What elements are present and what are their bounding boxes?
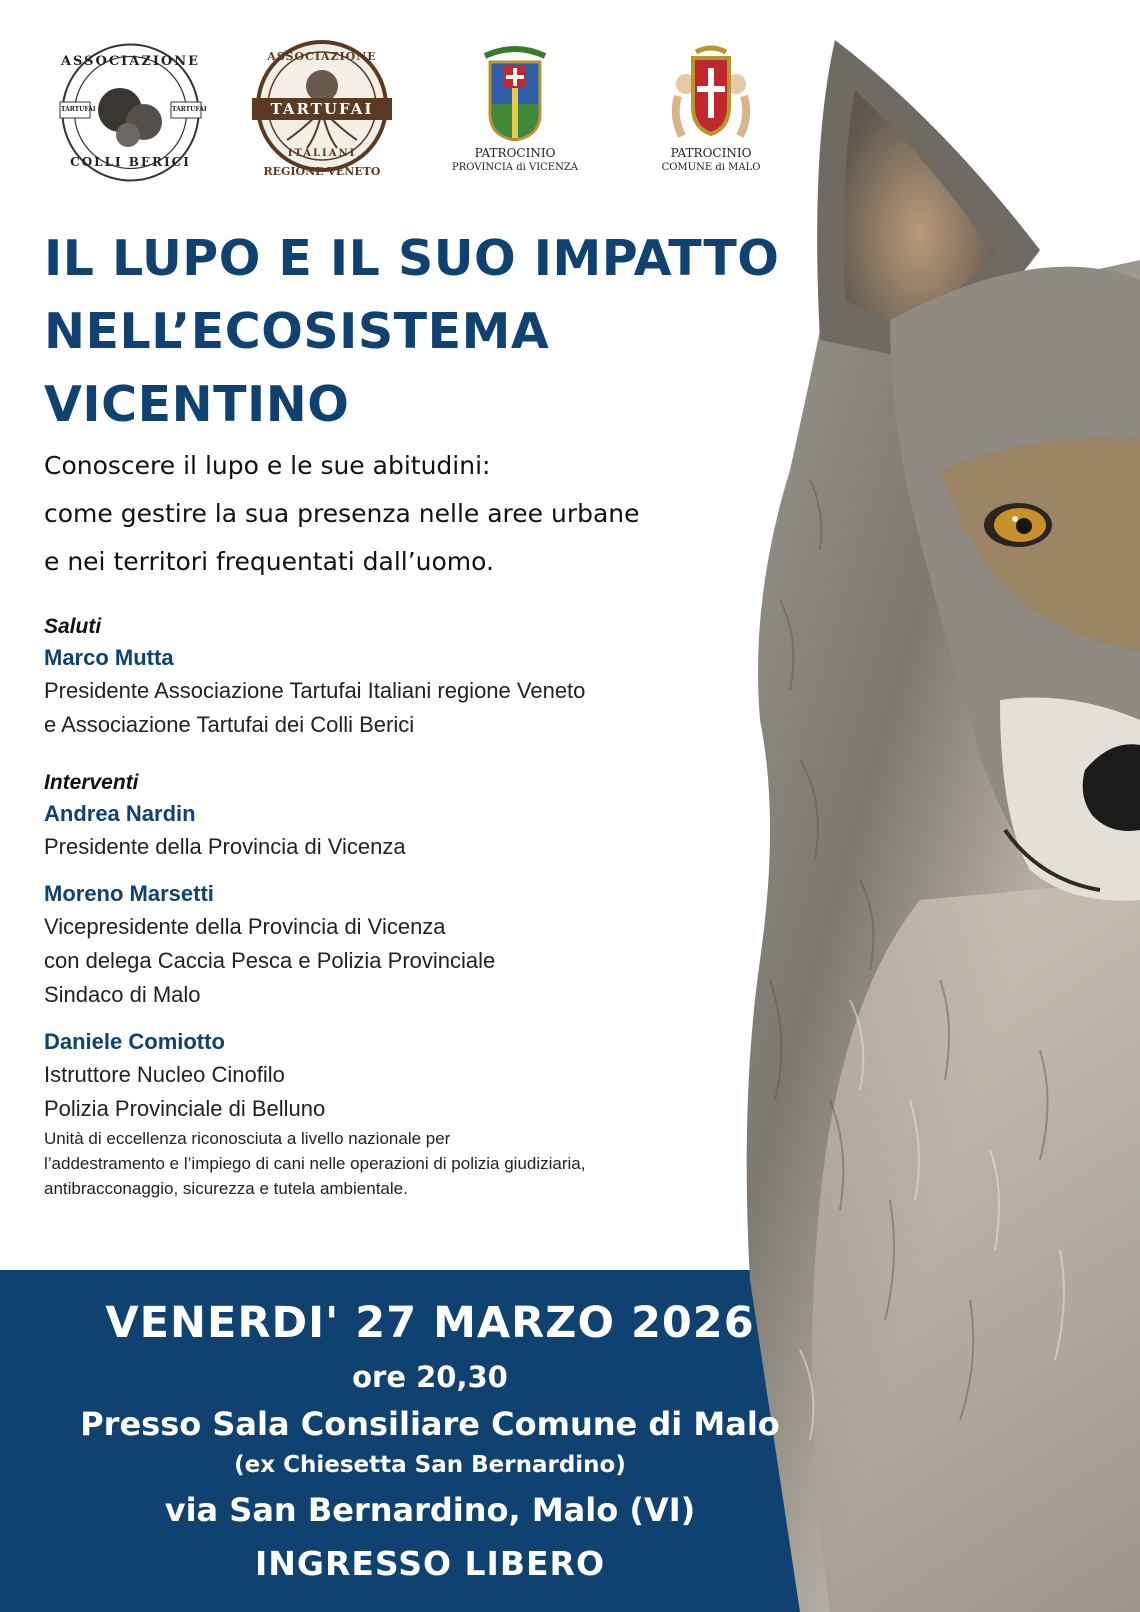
logo-tartufai-ribbon: TARTUFAI <box>270 100 374 118</box>
title-line-1: IL LUPO E IL SUO IMPATTO <box>44 230 780 287</box>
speaker-note: Unità di eccellenza riconosciuta a livello nazionale per <box>44 1129 451 1148</box>
saluti-heading: Saluti <box>44 615 102 638</box>
logo-comune-caption-2: COMUNE di MALO <box>661 162 761 173</box>
speaker-role: con delega Caccia Pesca e Polizia Provinciale <box>44 948 496 973</box>
logo-colli-bottom: COLLI BERICI <box>70 155 191 169</box>
speaker-note: l’addestramento e l’impiego di cani nelle operazioni di polizia giudiziaria, <box>44 1154 586 1173</box>
speaker-name: Marco Mutta <box>44 645 174 670</box>
logo-provincia-caption-2: PROVINCIA di VICENZA <box>451 162 579 173</box>
event-date: VENERDI' 27 MARZO 2026 <box>105 1298 755 1348</box>
speaker-role: Presidente Associazione Tartufai Italiani regione Veneto <box>44 678 586 703</box>
logo-comune-caption-1: PATROCINIO <box>670 146 752 160</box>
event-entry: INGRESSO LIBERO <box>255 1544 605 1583</box>
speaker-role: Istruttore Nucleo Cinofilo <box>44 1062 285 1087</box>
logo-comune-malo <box>636 44 786 184</box>
logo-colli-side-left: TARTUFAI <box>61 106 96 113</box>
event-title <box>44 222 804 441</box>
speaker-role: e Associazione Tartufai dei Colli Berici <box>44 712 415 737</box>
subtitle-line-2: come gestire la sua presenza nelle aree urbane <box>44 499 640 528</box>
logo-tartufai-top: ASSOCIAZIONE <box>267 50 377 63</box>
subtitle-line-1: Conoscere il lupo e le sue abitudini: <box>44 451 491 480</box>
event-address: via San Bernardino, Malo (VI) <box>164 1491 696 1529</box>
speaker-name: Andrea Nardin <box>44 801 196 826</box>
speaker-role: Vicepresidente della Provincia di Vicenza <box>44 914 446 939</box>
logo-tartufai-italiani <box>252 40 392 190</box>
speaker-role: Presidente della Provincia di Vicenza <box>44 834 406 859</box>
title-line-3: VICENTINO <box>44 376 350 433</box>
title-line-2: NELL’ECOSISTEMA <box>44 303 550 360</box>
event-subtitle <box>44 442 764 586</box>
logo-tartufai-bottom: ITALIANI <box>287 148 357 159</box>
speaker-name: Daniele Comiotto <box>44 1029 225 1054</box>
program <box>44 612 724 1201</box>
logo-provincia-caption-1: PATROCINIO <box>474 146 556 160</box>
logo-colli-berici <box>58 40 207 185</box>
speaker-role: Sindaco di Malo <box>44 982 201 1007</box>
event-time: ore 20,30 <box>352 1360 508 1394</box>
speaker-note: antibracconaggio, sicurezza e tutela ambientale. <box>44 1179 408 1198</box>
event-details <box>0 1292 860 1590</box>
logo-colli-side-right: TARTUFAI <box>172 106 207 113</box>
provincia-crest-icon <box>440 44 590 144</box>
comune-crest-icon <box>636 44 786 144</box>
event-place-note: (ex Chiesetta San Bernardino) <box>234 1452 626 1478</box>
speaker-role: Polizia Provinciale di Belluno <box>44 1096 326 1121</box>
subtitle-line-3: e nei territori frequentati dall’uomo. <box>44 547 494 576</box>
interventi-heading: Interventi <box>44 771 139 794</box>
event-place: Presso Sala Consiliare Comune di Malo <box>80 1405 780 1443</box>
speaker-name: Moreno Marsetti <box>44 881 214 906</box>
logo-tartufai-caption: REGIONE VENETO <box>263 165 381 178</box>
logo-provincia-vicenza <box>440 44 590 184</box>
logo-colli-top: ASSOCIAZIONE <box>60 54 201 69</box>
